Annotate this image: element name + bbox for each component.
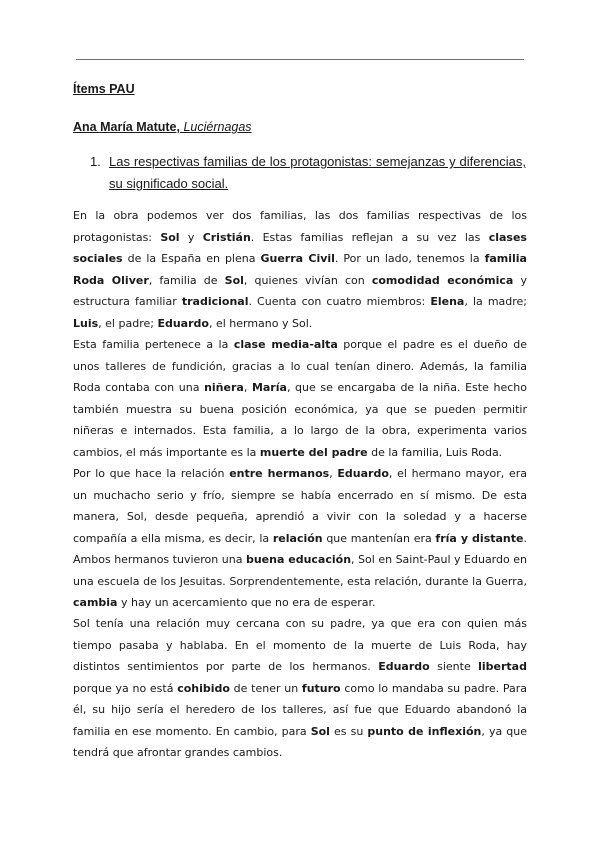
text-run: , el padre; [98, 316, 158, 330]
bold-term: fría y distante [435, 531, 524, 545]
text-run: que mantenían era [322, 531, 436, 545]
bold-term: Sol [160, 230, 180, 244]
bold-term: muerte del padre [259, 445, 368, 459]
author-name: Ana María Matute [73, 120, 177, 134]
bold-term: familia Roda Oliver [73, 252, 527, 287]
paragraph-4 [73, 613, 527, 764]
text-run: porque ya no está [73, 681, 178, 695]
paragraph-2 [73, 334, 527, 463]
bold-term: tradicional [181, 295, 249, 308]
bold-term: libertad [478, 660, 527, 673]
bold-term: Eduardo [337, 467, 389, 480]
bold-term: Cristián [202, 230, 251, 244]
bold-term: Luis [73, 316, 99, 330]
text-run: . Estas familias reflejan a su vez las [250, 230, 489, 244]
header-rule [76, 59, 524, 60]
bold-term: María [251, 381, 287, 394]
text-run: y estructura familiar [73, 273, 527, 308]
list-item-text: Las respectivas familias de los protagonistas: semejanzas y diferencias, su significado social. [109, 154, 526, 191]
text-run: . Ambos hermanos tuvieron una [73, 531, 527, 566]
text-run: Sol tenía una relación muy cercana con su padre, ya que era con quien más tiempo pasaba y hablaba. En el momento de la muerte de Luis Roda, hay distintos sentimientos por parte de los hermanos. [73, 617, 527, 673]
text-run: siente [429, 660, 479, 673]
text-run: , [329, 467, 338, 480]
bold-term: Elena [430, 295, 465, 308]
text-run: , el hermano mayor, era un muchacho serio y frío, siempre se había encerrado en sí mismo. De esta manera, Sol, desde pequeña, aprendió a vivir con la soledad y a hacerse compañía a ella misma, es decir, la [73, 467, 527, 545]
paragraph-1 [73, 205, 527, 334]
text-run: , [243, 381, 252, 394]
list-number: 1. [90, 154, 101, 169]
bold-term: cohibido [177, 681, 230, 695]
text-run: como lo mandaba su padre. Para él, su hijo sería el heredero de los talleres, así fue que Eduardo abandonó la familia en ese momento. En cambio, para [73, 681, 527, 738]
text-run: , Sol en Saint-Paul y Eduardo en una escuela de los Jesuitas. Sorprendentemente, esta relación, durante la Guerra, [73, 553, 527, 588]
bold-term: relación [272, 531, 323, 545]
text-run: . Por un lado, tenemos la [334, 252, 485, 265]
bold-term: comodidad económica [371, 273, 514, 287]
bold-term: Eduardo [157, 316, 209, 330]
paragraph-3 [73, 463, 527, 614]
text-run: , que se encargaba de la niña. Este hecho también muestra su buena posición económica, ya que se pueden permitir niñeras e internados. Esta familia, a lo largo de la obra, experimenta varios cambios, el más importante es la [73, 381, 527, 459]
text-run: , quienes vivían con [243, 273, 372, 287]
text-run: de la España en plena [122, 252, 261, 265]
text-run: Esta familia pertenece a la [73, 338, 234, 351]
text-run: . Cuenta con cuatro miembros: [248, 295, 431, 308]
text-run: Por lo que hace la relación [73, 467, 230, 480]
bold-term: buena educación [245, 553, 352, 566]
document-title-text: Ítems PAU [73, 82, 135, 96]
bold-term: punto de inflexión [367, 724, 482, 738]
text-run: , el hermano y Sol. [208, 316, 313, 330]
bold-term: futuro [301, 681, 341, 695]
text-run: de la familia, Luis Roda. [367, 445, 503, 459]
bold-term: Sol [310, 724, 330, 738]
text-run: porque el padre es el dueño de unos talleres de fundición, gracias a lo cual tenían dinero. Además, la familia Roda contaba con una [73, 338, 527, 394]
bold-term: entre hermanos [229, 467, 330, 480]
bold-term: Sol [224, 273, 244, 287]
document-title [73, 82, 135, 96]
text-run: y hay un acercamiento que no era de esperar. [117, 596, 376, 609]
text-run: y [179, 230, 203, 244]
bold-term: Guerra Civil [260, 252, 335, 265]
text-run: En la obra podemos ver dos familias, las dos familias respectivas de los protagonistas: [73, 209, 527, 244]
text-run: , familia de [148, 273, 225, 287]
bold-term: cambia [73, 596, 118, 609]
text-run: de tener un [229, 681, 302, 695]
text-run: , la madre; [464, 295, 528, 308]
bold-term: niñera [204, 381, 244, 394]
author-heading: Ana María Matute, Luciérnagas [73, 120, 252, 134]
text-run: , ya que tendrá que afrontar grandes cambios. [73, 724, 527, 759]
bold-term: Eduardo [378, 660, 430, 673]
bold-term: clase media-alta [233, 338, 338, 351]
bold-term: clases sociales [73, 230, 527, 265]
work-title: Luciérnagas [183, 120, 252, 134]
numbered-list-item [90, 151, 526, 195]
text-run: es su [329, 724, 368, 738]
